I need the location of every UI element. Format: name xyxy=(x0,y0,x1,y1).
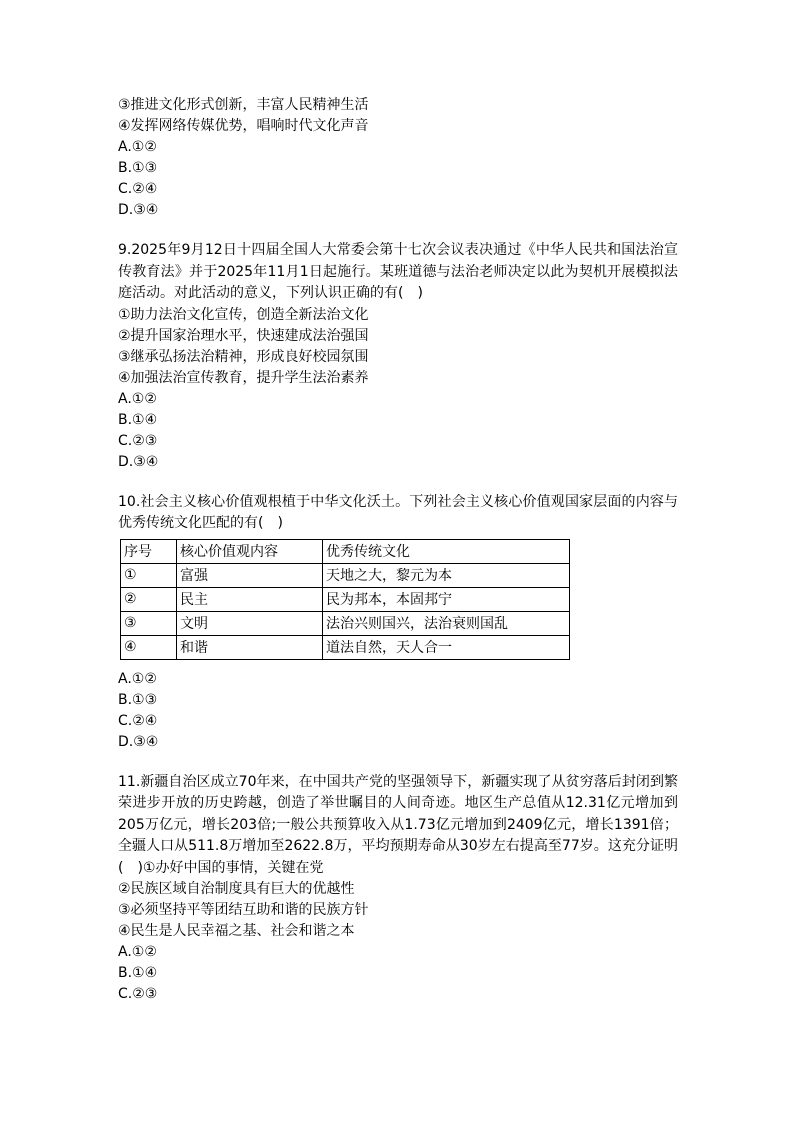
question-9 xyxy=(118,240,678,473)
table-row xyxy=(121,587,570,611)
answer-option-b: B.①③ xyxy=(118,160,158,176)
document-page xyxy=(118,95,678,1005)
statement-item: ④加强法治宣传教育，提升学生法治素养 xyxy=(118,369,369,386)
table-cell: ① xyxy=(121,563,177,587)
statement-item: ③继承弘扬法治精神，形成良好校园氛围 xyxy=(118,348,369,365)
statement-item: ③推进文化形式创新，丰富人民精神生活 xyxy=(118,97,369,113)
answer-option-b: B.①④ xyxy=(118,411,158,428)
table-header-cell: 序号 xyxy=(121,539,177,563)
answer-option-b: B.①③ xyxy=(118,691,158,708)
statement-item: ②提升国家治理水平，快速建成法治强国 xyxy=(118,327,369,344)
answer-option-c: C.②④ xyxy=(118,712,158,729)
table-row xyxy=(121,635,570,659)
table-row xyxy=(121,611,570,635)
table-cell: 民主 xyxy=(177,587,323,611)
statement-item: ①助力法治文化宣传，创造全新法治文化 xyxy=(118,306,369,323)
question-stem: 11.新疆自治区成立70年来，在中国共产党的坚强领导下，新疆实现了从贫穷落后封闭到繁荣进步开放的历史跨越，创造了举世瞩目的人间奇迹。地区生产总值从12.31亿元增加到205万亿元，增长203倍;一般公共预算收入从1.73亿元增加到2409亿元，增长1391倍；全疆人口从511.8万增加至2622.8万，平均预期寿命从30岁左右提高至77岁。这充分证明( )①办好中国的事情，关键在党 xyxy=(118,773,678,876)
table-cell: ④ xyxy=(121,635,177,659)
table-header-cell: 核心价值观内容 xyxy=(177,539,323,563)
question-8-tail xyxy=(118,95,678,221)
answer-option-d: D.③④ xyxy=(118,202,159,218)
answer-option-a: A.①② xyxy=(118,944,157,960)
answer-option-a: A.①② xyxy=(118,390,157,407)
table-cell: 天地之大，黎元为本 xyxy=(323,563,570,587)
statement-item: ④民生是人民幸福之基、社会和谐之本 xyxy=(118,923,355,939)
table-header-cell: 优秀传统文化 xyxy=(323,539,570,563)
table-cell: 道法自然，天人合一 xyxy=(323,635,570,659)
table-cell: 法治兴则国兴，法治衰则国乱 xyxy=(323,611,570,635)
answer-option-a: A.①② xyxy=(118,670,157,687)
statement-item: ③必须坚持平等团结互助和谐的民族方针 xyxy=(118,902,369,918)
answer-option-c: C.②③ xyxy=(118,986,158,1002)
table-cell: 文明 xyxy=(177,611,323,635)
statement-item: ④发挥网络传媒优势，唱响时代文化声音 xyxy=(118,118,369,134)
answer-option-a: A.①② xyxy=(118,139,157,155)
question-stem: 9.2025年9月12日十四届全国人大常委会第十七次会议表决通过《中华人民共和国法治宣传教育法》并于2025年11月1日起施行。某班道德与法治老师决定以此为契机开展模拟法庭活动。对此活动的意义，下列认识正确的有( ) xyxy=(118,242,678,301)
answer-option-d: D.③④ xyxy=(118,733,159,750)
answer-option-b: B.①④ xyxy=(118,965,158,981)
answer-option-d: D.③④ xyxy=(118,453,159,470)
table-cell: 富强 xyxy=(177,563,323,587)
answer-option-c: C.②④ xyxy=(118,181,158,197)
table-row xyxy=(121,563,570,587)
table-cell: ② xyxy=(121,587,177,611)
table-cell: ③ xyxy=(121,611,177,635)
table-cell: 和谐 xyxy=(177,635,323,659)
question-stem: 10.社会主义核心价值观根植于中华文化沃土。下列社会主义核心价值观国家层面的内容与优秀传统文化匹配的有( ) xyxy=(118,493,678,531)
values-table xyxy=(120,539,570,660)
question-11 xyxy=(118,772,678,1006)
answer-option-c: C.②③ xyxy=(118,432,158,449)
question-10 xyxy=(118,492,678,753)
statement-item: ②民族区域自治制度具有巨大的优越性 xyxy=(118,881,355,897)
table-header-row xyxy=(121,539,570,563)
table-cell: 民为邦本，本固邦宁 xyxy=(323,587,570,611)
